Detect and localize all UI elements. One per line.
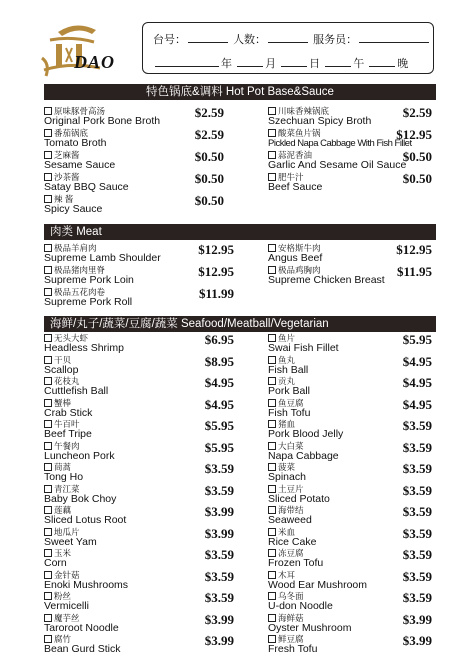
menu-item[interactable] xyxy=(44,505,234,527)
menu-item-price: $3.59 xyxy=(402,590,432,605)
menu-item-zh-text: 午餐肉 xyxy=(54,440,80,451)
menu-item-price: $3.99 xyxy=(402,633,432,648)
menu-item-zh-text: 极品羊肩肉 xyxy=(54,243,97,253)
menu-item-en: Napa Cabbage xyxy=(268,449,339,462)
menu-item-price: $0.50 xyxy=(194,149,224,164)
menu-item-price: $3.99 xyxy=(402,611,432,627)
veg-left-list xyxy=(44,333,234,656)
menu-item-zh-text: 鱼丸 xyxy=(278,354,296,365)
menu-item-en: Spicy Sauce xyxy=(44,203,103,215)
menu-item-en: Cuttlefish Ball xyxy=(44,385,109,397)
menu-item-price: $6.95 xyxy=(204,332,234,347)
menu-item-zh-text: 芝麻酱 xyxy=(54,150,80,160)
menu-item-zh-text: 鱼片 xyxy=(278,333,296,343)
menu-item-en: Pork Blood Jelly xyxy=(268,428,344,440)
menu-item-zh-text: 茼蒿 xyxy=(54,462,72,472)
menu-item-en: Tong Ho xyxy=(44,471,84,483)
menu-item-en: Supreme Lamb Shoulder xyxy=(44,252,161,264)
menu-item-zh-text: 猪血 xyxy=(278,419,296,429)
menu-item-price: $2.59 xyxy=(194,127,224,142)
server-field[interactable] xyxy=(359,32,429,43)
menu-item-price: $12.95 xyxy=(198,242,234,257)
menu-item-price: $0.50 xyxy=(194,193,224,208)
menu-item-zh-text: 肥牛汁 xyxy=(278,172,304,182)
menu-item[interactable] xyxy=(268,505,432,527)
menu-item[interactable] xyxy=(268,527,432,549)
meat-left-list xyxy=(44,243,234,309)
checkbox-icon[interactable] xyxy=(268,506,276,514)
menu-item-en: Scallop xyxy=(44,363,79,376)
menu-item-en: Wood Ear Mushroom xyxy=(268,578,368,591)
menu-item-en: Garlic And Sesame Oil Sauce xyxy=(268,159,407,171)
checkbox-icon[interactable] xyxy=(268,334,276,342)
menu-item-zh-text: 极品猪肉里脊 xyxy=(54,265,106,275)
people-field[interactable] xyxy=(268,32,308,43)
checkbox-icon[interactable] xyxy=(268,129,276,137)
checkbox-icon[interactable] xyxy=(44,173,52,181)
menu-item-zh-text: 蒜泥香油 xyxy=(278,150,313,160)
checkbox-icon[interactable] xyxy=(268,377,276,385)
menu-item-price: $8.95 xyxy=(204,353,234,369)
menu-item-price: $4.95 xyxy=(204,375,234,390)
menu-item-price: $3.59 xyxy=(402,439,432,455)
menu-item-en: Baby Bok Choy xyxy=(44,492,117,505)
checkbox-icon[interactable] xyxy=(44,107,52,115)
menu-item[interactable] xyxy=(44,398,234,420)
menu-item-price: $3.59 xyxy=(402,525,432,541)
checkbox-icon[interactable] xyxy=(44,614,52,622)
menu-item-zh-text: 原味豚骨高汤 xyxy=(54,106,106,116)
menu-item-price: $2.59 xyxy=(194,105,224,120)
menu-item-price: $5.95 xyxy=(402,332,432,347)
menu-item[interactable] xyxy=(44,613,234,635)
checkbox-icon[interactable] xyxy=(268,528,276,536)
menu-item-price: $11.95 xyxy=(396,264,432,279)
menu-item-zh-text: 乌冬面 xyxy=(278,591,304,601)
menu-item-zh-text: 番茄锅底 xyxy=(54,128,89,138)
checkbox-icon[interactable] xyxy=(44,334,52,342)
menu-item-price: $0.50 xyxy=(194,171,224,186)
menu-item-zh-text: 地瓜片 xyxy=(54,526,80,537)
menu-item-price: $3.59 xyxy=(402,418,432,433)
checkbox-icon[interactable] xyxy=(268,442,276,450)
menu-item-en: Enoki Mushrooms xyxy=(44,578,129,591)
menu-item-en: Fresh Tofu xyxy=(268,643,318,655)
menu-item[interactable] xyxy=(268,484,432,506)
noon-field[interactable] xyxy=(325,56,351,67)
checkbox-icon[interactable] xyxy=(268,266,276,274)
menu-item-en: Pork Ball xyxy=(268,385,311,397)
menu-item[interactable] xyxy=(44,194,224,216)
menu-item-zh-text: 极品鸡胸肉 xyxy=(278,265,321,275)
menu-item-price: $4.95 xyxy=(402,353,432,369)
menu-item-zh-text: 辣 酱 xyxy=(54,194,74,204)
day-label: 日 xyxy=(309,58,321,70)
checkbox-icon[interactable] xyxy=(44,528,52,536)
checkbox-icon[interactable] xyxy=(268,592,276,600)
menu-item-en: Satay BBQ Sauce xyxy=(44,181,129,193)
server-label: 服务员： xyxy=(313,34,358,46)
checkbox-icon[interactable] xyxy=(44,356,52,364)
menu-item-price: $0.50 xyxy=(402,149,432,164)
menu-item-zh-text: 花枝丸 xyxy=(54,376,80,386)
menu-item[interactable] xyxy=(268,398,432,420)
menu-item-en: Headless Shrimp xyxy=(44,342,124,354)
menu-item-zh-text: 青江菜 xyxy=(54,483,80,494)
menu-item-price: $3.59 xyxy=(204,568,234,584)
menu-item-en: Supreme Pork Loin xyxy=(44,274,134,286)
menu-item[interactable] xyxy=(44,376,234,398)
menu-item-price: $3.59 xyxy=(204,482,234,498)
table-field[interactable] xyxy=(188,32,228,43)
menu-item[interactable] xyxy=(268,570,432,592)
checkbox-icon[interactable] xyxy=(44,266,52,274)
menu-item-zh-text: 酸菜鱼片锅 xyxy=(278,128,321,138)
menu-item-price: $3.59 xyxy=(402,482,432,498)
menu-item-price: $5.95 xyxy=(204,418,234,433)
menu-item[interactable] xyxy=(44,441,234,463)
menu-item[interactable] xyxy=(44,333,234,355)
checkbox-icon[interactable] xyxy=(268,107,276,115)
menu-item-price: $0.50 xyxy=(402,171,432,186)
menu-item-price: $11.99 xyxy=(198,286,234,301)
menu-item[interactable] xyxy=(44,462,234,484)
checkbox-icon[interactable] xyxy=(268,463,276,471)
menu-item-zh-text: 玉米 xyxy=(54,548,72,558)
menu-item[interactable] xyxy=(268,172,432,194)
menu-item-en: Tomato Broth xyxy=(44,137,107,149)
menu-item[interactable] xyxy=(268,591,432,613)
menu-item-zh-text: 金针菇 xyxy=(54,569,80,580)
checkbox-icon[interactable] xyxy=(44,549,52,557)
menu-item[interactable] xyxy=(44,243,234,265)
menu-item-zh-text: 干贝 xyxy=(54,354,72,365)
menu-item-zh-text: 极品五花肉卷 xyxy=(54,287,106,297)
menu-item-price: $3.59 xyxy=(402,504,432,519)
menu-item-en: Angus Beef xyxy=(268,252,323,264)
checkbox-icon[interactable] xyxy=(44,399,52,407)
meat-right-list xyxy=(268,243,432,287)
menu-item-price: $4.95 xyxy=(402,375,432,390)
checkbox-icon[interactable] xyxy=(44,129,52,137)
checkbox-icon[interactable] xyxy=(44,288,52,296)
menu-item-zh-text: 菠菜 xyxy=(278,462,296,472)
menu-item-zh-text: 木耳 xyxy=(278,569,296,580)
menu-item[interactable] xyxy=(44,128,224,150)
menu-item-en: Seaweed xyxy=(268,514,312,526)
menu-item-en: Luncheon Pork xyxy=(44,449,115,462)
checkbox-icon[interactable] xyxy=(268,549,276,557)
menu-item-zh-text: 川味香辣锅底 xyxy=(278,106,330,116)
menu-item[interactable] xyxy=(268,548,432,570)
menu-item[interactable] xyxy=(268,150,432,172)
menu-item-zh-text: 腐竹 xyxy=(54,634,72,644)
year-field[interactable] xyxy=(155,56,219,67)
menu-item[interactable] xyxy=(268,265,432,287)
menu-item-en: Supreme Pork Roll xyxy=(44,296,133,308)
menu-item[interactable] xyxy=(44,172,224,194)
menu-item-price: $3.99 xyxy=(204,633,234,648)
checkbox-icon[interactable] xyxy=(268,244,276,252)
order-form-row-1 xyxy=(153,31,431,47)
checkbox-icon[interactable] xyxy=(44,635,52,643)
menu-item-zh-text: 海带结 xyxy=(278,505,304,515)
menu-item-en: Beef Tripe xyxy=(44,428,92,440)
menu-item[interactable] xyxy=(44,150,224,172)
menu-item-en: Spinach xyxy=(268,471,306,483)
menu-item-en: Beef Sauce xyxy=(268,181,323,193)
checkbox-icon[interactable] xyxy=(268,151,276,159)
menu-item-zh-text: 粉丝 xyxy=(54,591,72,601)
menu-item-en: Pickled Napa Cabbage With Fish Fillet xyxy=(268,138,412,149)
people-label: 人数： xyxy=(233,34,267,46)
menu-item-en: Crab Stick xyxy=(44,406,93,419)
hotpot-left-list xyxy=(44,106,224,216)
menu-item-price: $3.99 xyxy=(204,504,234,519)
menu-item[interactable] xyxy=(268,376,432,398)
menu-item[interactable] xyxy=(44,419,234,441)
menu-item-zh-text: 安格斯牛肉 xyxy=(278,243,321,253)
menu-item-price: $5.95 xyxy=(204,439,234,455)
menu-item-zh-text: 冻豆腐 xyxy=(278,548,304,558)
menu-item[interactable] xyxy=(44,548,234,570)
menu-item-en: Vermicelli xyxy=(44,600,89,612)
menu-item[interactable] xyxy=(44,634,234,656)
menu-item-en: Oyster Mushroom xyxy=(268,621,352,634)
section-header-hotpot: 特色锅底&调料 Hot Pot Base&Sauce xyxy=(44,84,436,100)
menu-item[interactable] xyxy=(44,527,234,549)
checkbox-icon[interactable] xyxy=(268,614,276,622)
menu-item-en: Rice Cake xyxy=(268,535,317,548)
menu-item-zh-text: 土豆片 xyxy=(278,483,304,494)
menu-item[interactable] xyxy=(268,333,432,355)
logo-text: DAO xyxy=(74,52,116,72)
checkbox-icon[interactable] xyxy=(44,195,52,203)
month-field[interactable] xyxy=(237,56,263,67)
veg-right-list xyxy=(268,333,432,656)
menu-item[interactable] xyxy=(268,441,432,463)
checkbox-icon[interactable] xyxy=(44,377,52,385)
checkbox-icon[interactable] xyxy=(268,571,276,579)
noon-label: 午 xyxy=(353,58,365,70)
menu-item-en: Corn xyxy=(44,557,67,569)
section-header-meat: 肉类 Meat xyxy=(44,224,436,240)
menu-item-price: $3.59 xyxy=(402,461,432,476)
menu-item-price: $3.99 xyxy=(204,525,234,541)
checkbox-icon[interactable] xyxy=(268,635,276,643)
menu-item-en: Original Pork Bone Broth xyxy=(44,115,161,127)
checkbox-icon[interactable] xyxy=(44,485,52,493)
day-field[interactable] xyxy=(281,56,307,67)
checkbox-icon[interactable] xyxy=(268,485,276,493)
menu-item[interactable] xyxy=(268,355,432,377)
menu-item-zh-text: 鲜豆腐 xyxy=(278,634,304,644)
menu-item[interactable] xyxy=(44,287,234,309)
menu-item-en: Swai Fish Fillet xyxy=(268,342,339,354)
evening-label: 晚 xyxy=(397,58,409,70)
menu-item-en: Fish Ball xyxy=(268,363,309,376)
menu-item-zh-text: 鱼豆腐 xyxy=(278,397,304,408)
menu-item-en: Supreme Chicken Breast xyxy=(268,274,385,286)
menu-item-zh-text: 莲藕 xyxy=(54,505,72,515)
checkbox-icon[interactable] xyxy=(44,592,52,600)
menu-item-zh-text: 海鲜菇 xyxy=(278,612,304,623)
menu-item[interactable] xyxy=(44,355,234,377)
menu-item-price: $4.95 xyxy=(402,396,432,412)
evening-field[interactable] xyxy=(369,56,395,67)
menu-item[interactable] xyxy=(268,419,432,441)
checkbox-icon[interactable] xyxy=(44,244,52,252)
menu-item-price: $3.99 xyxy=(204,611,234,627)
menu-item[interactable] xyxy=(268,634,432,656)
menu-item-price: $3.59 xyxy=(204,547,234,562)
order-form-row-2 xyxy=(153,55,408,71)
menu-item[interactable] xyxy=(44,265,234,287)
checkbox-icon[interactable] xyxy=(268,420,276,428)
menu-item[interactable] xyxy=(268,243,432,265)
menu-item-en: Fish Tofu xyxy=(268,406,311,419)
menu-item-zh-text: 贡丸 xyxy=(278,376,296,386)
menu-item-en: Sweet Yam xyxy=(44,535,97,548)
menu-item-en: Frozen Tofu xyxy=(268,557,324,569)
menu-item-price: $3.59 xyxy=(402,568,432,584)
table-label: 台号： xyxy=(153,34,186,46)
menu-item-en: Sliced Potato xyxy=(268,492,330,505)
menu-item-en: Taroroot Noodle xyxy=(44,621,119,634)
month-label: 月 xyxy=(265,58,277,70)
menu-item[interactable] xyxy=(268,462,432,484)
menu-item-en: Szechuan Spicy Broth xyxy=(268,115,372,127)
order-form xyxy=(142,22,434,74)
checkbox-icon[interactable] xyxy=(268,356,276,364)
checkbox-icon[interactable] xyxy=(44,571,52,579)
menu-item-zh-text: 无头大虾 xyxy=(54,333,89,343)
checkbox-icon[interactable] xyxy=(44,463,52,471)
menu-item-price: $12.95 xyxy=(198,264,234,279)
menu-item[interactable] xyxy=(268,128,432,150)
menu-item-zh-text: 蟹棒 xyxy=(54,397,72,408)
menu-item-en: U-don Noodle xyxy=(268,600,333,612)
checkbox-icon[interactable] xyxy=(44,442,52,450)
menu-item-price: $12.95 xyxy=(396,242,432,257)
hotpot-right-list xyxy=(268,106,432,194)
checkbox-icon[interactable] xyxy=(44,420,52,428)
menu-item-zh-text: 魔芋丝 xyxy=(54,612,80,623)
menu-item[interactable] xyxy=(268,613,432,635)
menu-item-price: $4.95 xyxy=(204,396,234,412)
menu-item-price: $12.95 xyxy=(396,127,432,142)
checkbox-icon[interactable] xyxy=(44,506,52,514)
menu-item-price: $3.59 xyxy=(402,547,432,562)
menu-item-price: $3.59 xyxy=(204,590,234,605)
menu-item[interactable] xyxy=(44,570,234,592)
menu-item-zh-text: 大白菜 xyxy=(278,440,304,451)
menu-item-en: Sliced Lotus Root xyxy=(44,514,127,526)
menu-item[interactable] xyxy=(44,591,234,613)
checkbox-icon[interactable] xyxy=(44,151,52,159)
menu-item[interactable] xyxy=(268,106,432,128)
menu-item-price: $2.59 xyxy=(402,105,432,120)
menu-item-en: Sesame Sauce xyxy=(44,159,116,171)
menu-item-zh-text: 米血 xyxy=(278,526,296,537)
menu-item[interactable] xyxy=(44,484,234,506)
section-header-veg: 海鲜/丸子/蔬菜/豆腐/蔬菜 Seafood/Meatball/Vegetarian xyxy=(44,316,436,332)
checkbox-icon[interactable] xyxy=(268,173,276,181)
menu-item-price: $3.59 xyxy=(204,461,234,476)
checkbox-icon[interactable] xyxy=(268,399,276,407)
menu-item-zh-text: 沙茶酱 xyxy=(54,172,80,182)
menu-item-en: Bean Gurd Stick xyxy=(44,643,121,655)
menu-item[interactable] xyxy=(44,106,224,128)
menu-item-zh-text: 牛百叶 xyxy=(54,419,80,429)
year-label: 年 xyxy=(221,58,232,70)
